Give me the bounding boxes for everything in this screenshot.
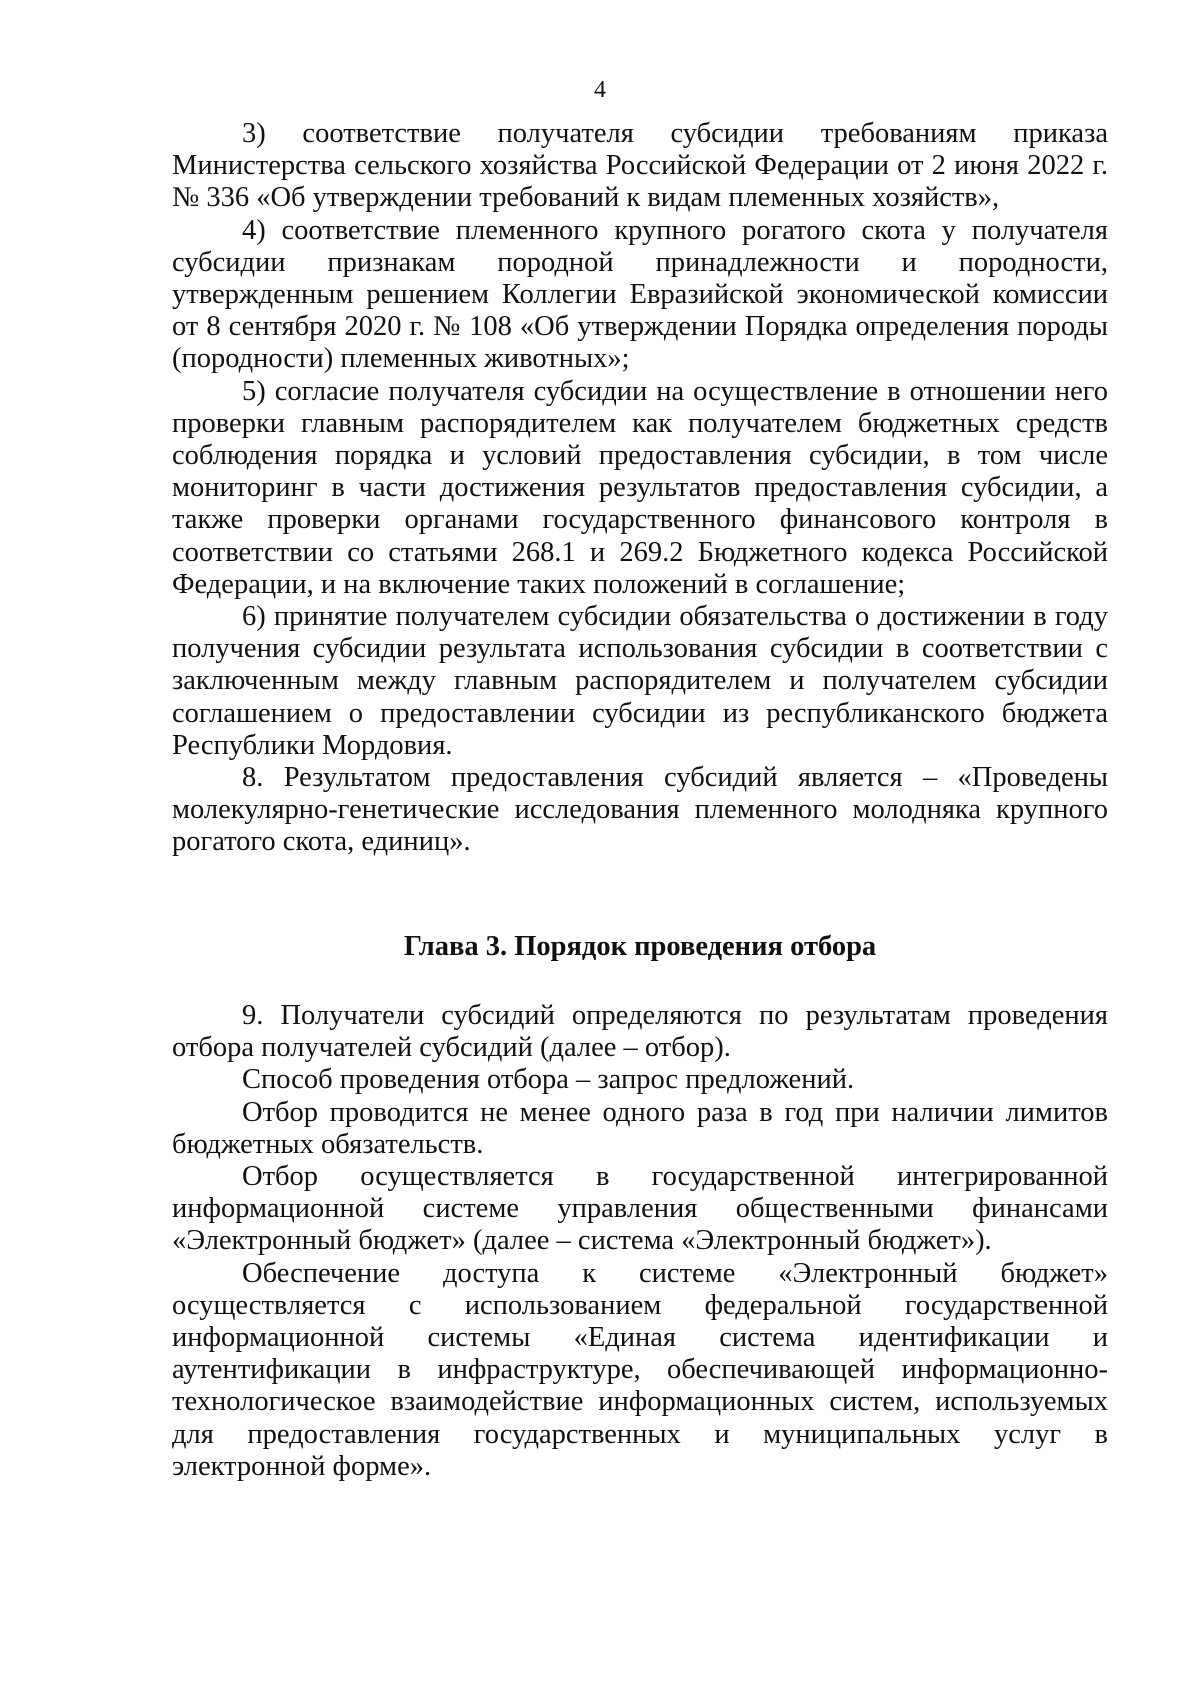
paragraph-system-access: Обеспечение доступа к системе «Электронный бюджет» осуществляется с использованием федеральной государственной информационной системы «Единая система идентификации и аутентификации в инфраструктуре, обеспечивающей информационно-технологическое взаимодействие информационных систем, используемых для предоставления государственных и муниципальных услуг в электронной форме». <box>172 1257 1108 1482</box>
paragraph-item-6: 6) принятие получателем субсидии обязательства о достижении в году получения субсидии результата использования субсидии в соответствии с заключенным между главным распорядителем и получателем субсидии соглашением о предоставлении субсидии из республиканского бюджета Республики Мордовия. <box>172 601 1108 761</box>
paragraph-item-5: 5) согласие получателя субсидии на осуществление в отношении него проверки главным распорядителем как получателем бюджетных средств соблюдения порядка и условий предоставления субсидии, в том числе мониторинг в части достижения результатов предоставления субсидии, а также проверки органами государственного финансового контроля в соответствии со статьями 268.1 и 269.2 Бюджетного кодекса Российской Федерации, и на включение таких положений в соглашение; <box>172 375 1108 600</box>
paragraph-selection-method: Способ проведения отбора – запрос предложений. <box>242 1064 855 1096</box>
page-number: 4 <box>594 77 606 103</box>
paragraph-point-9: 9. Получатели субсидий определяются по результатам проведения отбора получателей субсидий (далее – отбор). <box>172 1000 1108 1064</box>
selection-procedure-section <box>172 1000 1108 1483</box>
paragraph-item-3: 3) соответствие получателя субсидии требованиям приказа Министерства сельского хозяйства Российской Федерации от 2 июня 2022 г. № 336 «Об утверждении требований к видам племенных хозяйств», <box>172 118 1108 214</box>
paragraph-selection-frequency: Отбор проводится не менее одного раза в год при наличии лимитов бюджетных обязательств. <box>172 1096 1108 1160</box>
chapter-title: Глава 3. Порядок проведения отбора <box>403 931 877 962</box>
paragraph-point-8: 8. Результатом предоставления субсидий является – «Проведены молекулярно-генетические исследования племенного молодняка крупного рогатого скота, единиц». <box>172 762 1108 858</box>
paragraph-selection-system: Отбор осуществляется в государственной интегрированной информационной системе управления общественными финансами «Электронный бюджет» (далее – система «Электронный бюджет»). <box>172 1161 1108 1257</box>
conditions-section <box>172 118 1108 859</box>
paragraph-item-4: 4) соответствие племенного крупного рогатого скота у получателя субсидии признакам породной принадлежности и породности, утвержденным решением Коллегии Евразийской экономической комиссии от 8 сентября 2020 г. № 108 «Об утверждении Порядка определения породы (породности) племенных животных»; <box>172 214 1108 375</box>
